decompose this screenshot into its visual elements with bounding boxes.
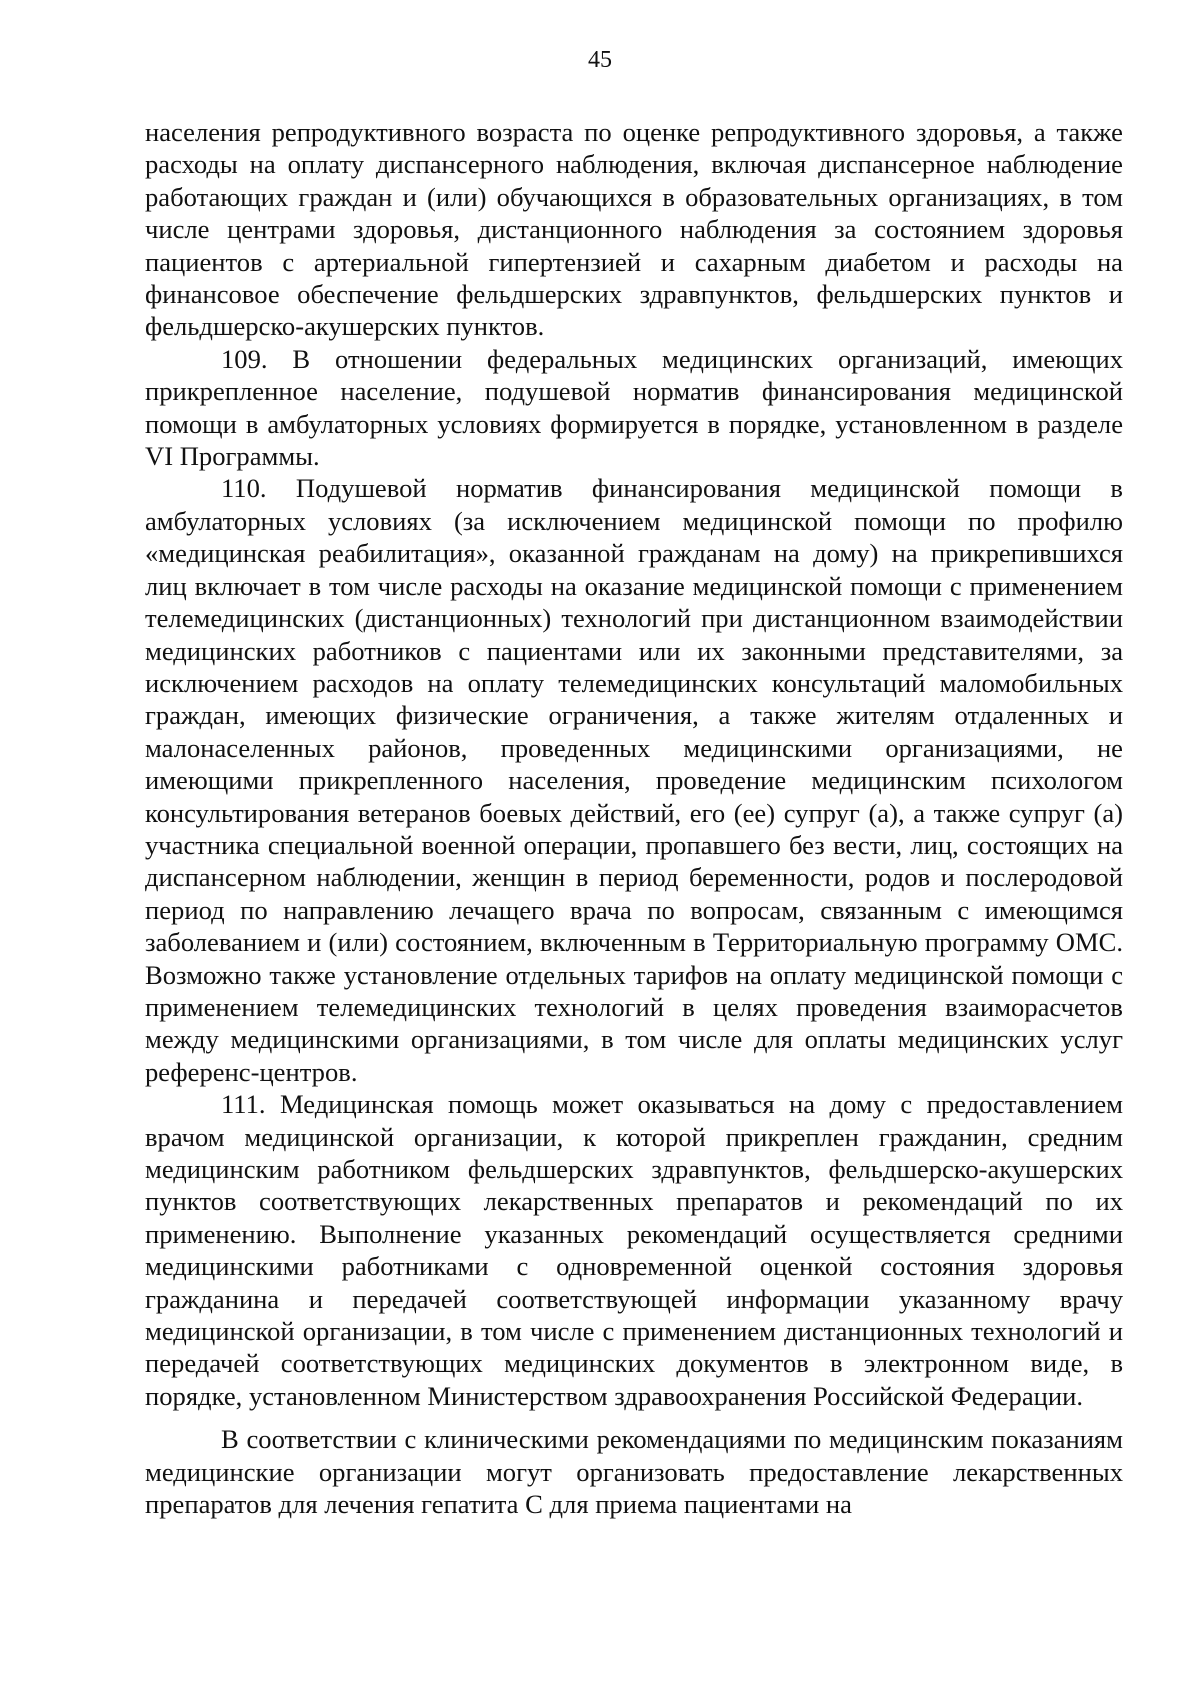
paragraph-111: 111. Медицинская помощь может оказываться на дому с предоставлением врачом медицинской организации, к которой прикреплен гражданин, средним медицинским работником фельдшерских здравпунктов, фельдшерско-акушерских пунктов соответствующих лекарственных препаратов и рекомендаций по их применению. Выполнение указанных рекомендаций осуществляется средними медицинскими работниками с одновременной оценкой состояния здоровья гражданина и передачей соответствующей информации указанному врачу медицинской организации, в том числе с применением дистанционных технологий и передачей соответствующих медицинских документов в электронном виде, в порядке, установленном Министерством здравоохранения Российской Федерации. bbox=[145, 1089, 1123, 1411]
document-body bbox=[145, 116, 1123, 1520]
paragraph-continuation: населения репродуктивного возраста по оценке репродуктивного здоровья, а также расходы на оплату диспансерного наблюдения, включая диспансерное наблюдение работающих граждан и (или) обучающихся в образовательных организациях, в том числе центрами здоровья, дистанционного наблюдения за состоянием здоровья пациентов с артериальной гипертензией и сахарным диабетом и расходы на финансовое обеспечение фельдшерских здравпунктов, фельдшерских пунктов и фельдшерско-акушерских пунктов. bbox=[145, 117, 1123, 342]
paragraph-109: 109. В отношении федеральных медицинских организаций, имеющих прикрепленное население, подушевой норматив финансирования медицинской помощи в амбулаторных условиях формируется в порядке, установленном в разделе VI Программы. bbox=[145, 343, 1123, 472]
page-number: 45 bbox=[588, 47, 612, 73]
paragraph-hepatitis-c: В соответствии с клиническими рекомендациями по медицинским показаниям медицинские организации могут организовать предоставление лекарственных препаратов для лечения гепатита C для приема пациентами на bbox=[145, 1424, 1123, 1520]
paragraph-110: 110. Подушевой норматив финансирования медицинской помощи в амбулаторных условиях (за исключением медицинской помощи по профилю «медицинская реабилитация», оказанной гражданам на дому) на прикрепившихся лиц включает в том числе расходы на оказание медицинской помощи с применением телемедицинских (дистанционных) технологий при дистанционном взаимодействии медицинских работников с пациентами или их законными представителями, за исключением расходов на оплату телемедицинских консультаций маломобильных граждан, имеющих физические ограничения, а также жителям отдаленных и малонаселенных районов, проведенных медицинскими организациями, не имеющими прикрепленного населения, проведение медицинским психологом консультирования ветеранов боевых действий, его (ее) супруг (а), а также супруг (а) участника специальной военной операции, пропавшего без вести, лиц, состоящих на диспансерном наблюдении, женщин в период беременности, родов и послеродовой период по направлению лечащего врача по вопросам, связанным с имеющимся заболеванием и (или) состоянием, включенным в Территориальную программу ОМС. Возможно также установление отдельных тарифов на оплату медицинской помощи с применением телемедицинских технологий в целях проведения взаиморасчетов между медицинскими организациями, в том числе для оплаты медицинских услуг референс-центров. bbox=[145, 473, 1123, 1087]
